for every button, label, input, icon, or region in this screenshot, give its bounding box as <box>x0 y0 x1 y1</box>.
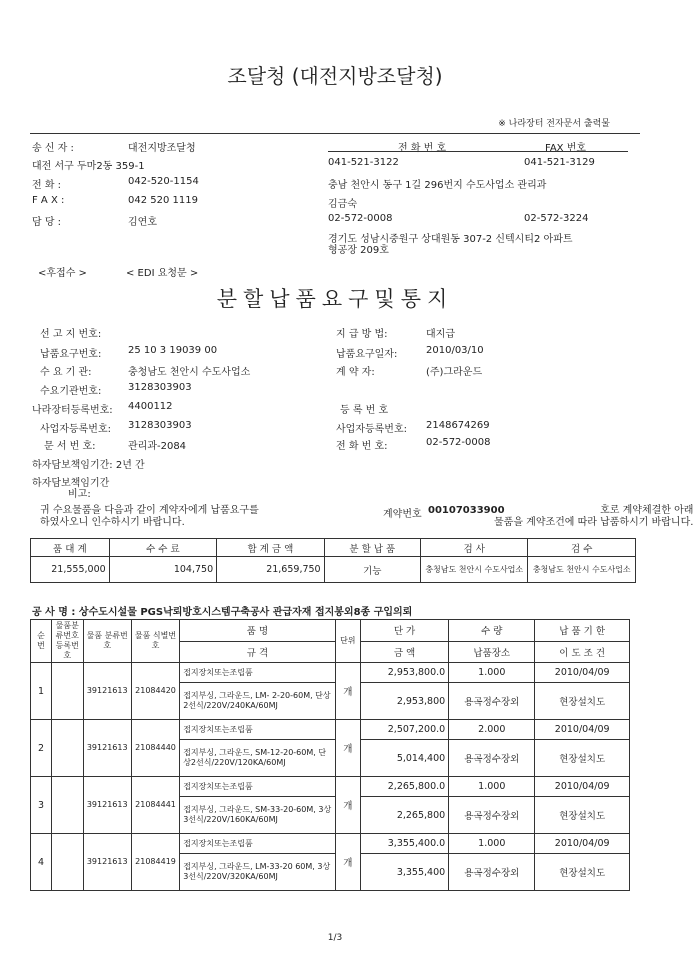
sender-value: 대전지방조달청 <box>128 143 196 154</box>
item-spec: 접지부싱, 그라운드, LM- 2-20-60M, 단상2선식/220V/240KA/60MJ <box>180 683 336 720</box>
item-deadline: 2010/04/09 <box>535 720 630 740</box>
item-name: 접지장치또는조립품 <box>180 663 336 683</box>
summary-value: 21,659,750 <box>217 557 324 583</box>
edi-tab: < EDI 요청문 > <box>126 268 199 279</box>
item-unit-price: 2,507,200.0 <box>360 720 448 740</box>
item-unit-price: 3,355,400.0 <box>360 834 448 854</box>
receipt-tab: <후접수 > <box>38 268 87 279</box>
field-label: 수요기관번호: <box>40 386 102 397</box>
summary-header: 분 할 납 품 <box>324 539 420 557</box>
field-label: 계 약 자: <box>336 367 375 378</box>
item-name: 접지장치또는조립품 <box>180 720 336 740</box>
field-value: (주)그라운드 <box>426 367 483 378</box>
item-spec: 접지부싱, 그라운드, SM-33-20-60M, 3상3선식/220V/160KA/60MJ <box>180 797 336 834</box>
field-label: 지 급 방 법: <box>336 329 388 340</box>
summary-value: 기능 <box>324 557 420 583</box>
item-id: 21084440 <box>131 720 179 777</box>
item-deadline: 2010/04/09 <box>535 663 630 683</box>
col-unit-header: 단위 <box>335 620 360 663</box>
item-qty: 1.000 <box>449 663 535 683</box>
item-deadline: 2010/04/09 <box>535 834 630 854</box>
col-place-header: 납품장소 <box>449 641 535 663</box>
item-name: 접지장치또는조립품 <box>180 777 336 797</box>
item-unit: 개 <box>335 834 360 891</box>
sender-fax-label: F A X : <box>32 195 65 206</box>
col-class-header: 물품 분류번호 <box>83 620 131 663</box>
item-unit-price: 2,953,800.0 <box>360 663 448 683</box>
item-id: 21084420 <box>131 663 179 720</box>
receiver-phone2: 02-572-0008 <box>328 213 393 224</box>
sender-fax: 042 520 1119 <box>128 195 198 206</box>
field-label: 사업자등록번호: <box>336 424 407 435</box>
items-table <box>30 619 630 891</box>
field-label: 수 요 기 관: <box>40 367 92 378</box>
field-label: 납품요구번호: <box>40 349 102 360</box>
item-no: 1 <box>31 663 52 720</box>
item-name: 접지장치또는조립품 <box>180 834 336 854</box>
receiver-phone: 041-521-3122 <box>328 157 399 168</box>
page-number: 1/3 <box>327 933 343 943</box>
item-cond: 현장설치도 <box>535 797 630 834</box>
print-note: ※ 나라장터 전자문서 출력물 <box>498 119 610 129</box>
item-place: 용곡정수장외 <box>449 797 535 834</box>
field-value: 2148674269 <box>426 420 490 431</box>
item-spec: 접지부싱, 그라운드, SM-12-20-60M, 단상2선식/220V/120KA/60MJ <box>180 740 336 777</box>
contract-label: 계약번호 <box>383 509 422 520</box>
summary-header: 수 수 료 <box>109 539 216 557</box>
field-value: 02-572-0008 <box>426 437 491 448</box>
project-title: 공 사 명 : 상수도시설물 PGS낙뢰방호시스템구축공사 관급자재 접지봉외8종 구입의뢰 <box>32 607 413 618</box>
item-no: 4 <box>31 834 52 891</box>
field-label: 사업자등록번호: <box>40 424 111 435</box>
receiver-addr2-line1: 경기도 성남시중원구 상대원동 307-2 신텍시티2 아파트 <box>328 234 573 245</box>
item-qty: 1.000 <box>449 777 535 797</box>
summary-header: 검 사 <box>421 539 528 557</box>
item-unit: 개 <box>335 663 360 720</box>
body-text-right: 호로 계약체결한 아래 물품을 계약조건에 따라 납품하시기 바랍니다. <box>494 505 693 528</box>
field-label: 선 고 지 번호: <box>40 329 102 340</box>
item-place: 용곡정수장외 <box>449 683 535 720</box>
col-id-header: 물품 식별번호 <box>131 620 179 663</box>
field-value: 4400112 <box>128 401 173 412</box>
summary-header: 검 수 <box>528 539 636 557</box>
col-qty-header: 수 량 <box>449 620 535 642</box>
item-cond: 현장설치도 <box>535 740 630 777</box>
field-label: 등 록 번 호 <box>340 405 389 416</box>
sender-person-label: 담 당 : <box>32 217 62 228</box>
summary-header: 품 대 계 <box>31 539 110 557</box>
sender-addr: 대전 서구 두마2동 359-1 <box>32 161 145 172</box>
field-label: 문 서 번 호: <box>44 441 96 452</box>
col-name-header: 품 명 <box>180 620 336 642</box>
warranty-period: 하자담보책임기간: 2년 간 <box>32 460 145 471</box>
field-value: 3128303903 <box>128 420 192 431</box>
item-no: 2 <box>31 720 52 777</box>
summary-value: 104,750 <box>109 557 216 583</box>
sender-tel: 042-520-1154 <box>128 176 199 187</box>
receiver-addr1: 충남 천안시 동구 1길 296번지 수도사업소 관리과 <box>328 180 547 191</box>
item-amount: 5,014,400 <box>360 740 448 777</box>
contract-number: 00107033900 <box>428 505 505 516</box>
col-deadline-header: 납 품 기 한 <box>535 620 630 642</box>
item-spec: 접지부싱, 그라운드, LM-33-20 60M, 3상3선식/220V/320KA/60MJ <box>180 854 336 891</box>
item-unit: 개 <box>335 720 360 777</box>
receiver-phone-header: 전 화 번 호 <box>398 143 447 154</box>
summary-value: 충청남도 천안시 수도사업소 <box>528 557 636 583</box>
item-place: 용곡정수장외 <box>449 854 535 891</box>
item-amount: 2,953,800 <box>360 683 448 720</box>
receiver-addr2-line2: 형공장 209호 <box>328 245 389 256</box>
item-class: 39121613 <box>83 834 131 891</box>
field-label: 나라장터등록번호: <box>32 405 113 416</box>
field-value: 2010/03/10 <box>426 345 484 356</box>
field-value: 관리과-2084 <box>128 441 187 452</box>
field-value: 대지급 <box>426 329 455 340</box>
summary-value: 21,555,000 <box>31 557 110 583</box>
item-class: 39121613 <box>83 663 131 720</box>
receiver-fax2: 02-572-3224 <box>524 213 589 224</box>
receiver-fax: 041-521-3129 <box>524 157 595 168</box>
col-unit-price-header: 단 가 <box>360 620 448 642</box>
col-no-header: 순번 <box>31 620 52 663</box>
remarks-label: 비고: <box>68 489 91 500</box>
item-class: 39121613 <box>83 777 131 834</box>
item-place: 용곡정수장외 <box>449 740 535 777</box>
header-divider <box>30 133 640 134</box>
item-id: 21084441 <box>131 777 179 834</box>
col-cond-header: 이 도 조 건 <box>535 641 630 663</box>
item-class: 39121613 <box>83 720 131 777</box>
receiver-name: 김금숙 <box>328 199 357 210</box>
item-no: 3 <box>31 777 52 834</box>
item-deadline: 2010/04/09 <box>535 777 630 797</box>
field-label: 전 화 번 호: <box>336 441 388 452</box>
field-value: 3128303903 <box>128 382 192 393</box>
summary-value: 충청남도 천안시 수도사업소 <box>421 557 528 583</box>
sender-label: 송 신 자 : <box>32 143 74 154</box>
item-cond: 현장설치도 <box>535 683 630 720</box>
item-id: 21084419 <box>131 834 179 891</box>
col-amount-header: 금 액 <box>360 641 448 663</box>
sender-tel-label: 전 화 : <box>32 180 62 191</box>
field-value: 충청남도 천안시 수도사업소 <box>128 367 251 378</box>
warranty-note-label: 하자담보책임기간 <box>32 478 110 489</box>
item-unit: 개 <box>335 777 360 834</box>
sender-person: 김연호 <box>128 217 157 228</box>
summary-table <box>30 538 636 583</box>
receiver-divider <box>328 151 628 152</box>
item-qty: 2.000 <box>449 720 535 740</box>
receiver-fax-header: FAX 번호 <box>545 143 587 154</box>
field-value: 25 10 3 19039 00 <box>128 345 218 356</box>
item-cond: 현장설치도 <box>535 854 630 891</box>
item-amount: 2,265,800 <box>360 797 448 834</box>
main-title: 분할납품요구및통지 <box>216 287 454 311</box>
item-amount: 3,355,400 <box>360 854 448 891</box>
org-title: 조달청 (대전지방조달청) <box>227 64 443 88</box>
col-mark-header: 물품분류번호 등록번호 <box>52 620 84 663</box>
summary-header: 합 계 금 액 <box>217 539 324 557</box>
body-text-left: 귀 수요물품을 다음과 같이 계약자에게 납품요구를 하였사오니 인수하시기 바랍니다. <box>40 505 259 528</box>
item-unit-price: 2,265,800.0 <box>360 777 448 797</box>
col-spec-header: 규 격 <box>180 641 336 663</box>
item-qty: 1.000 <box>449 834 535 854</box>
field-label: 납품요구일자: <box>336 349 398 360</box>
